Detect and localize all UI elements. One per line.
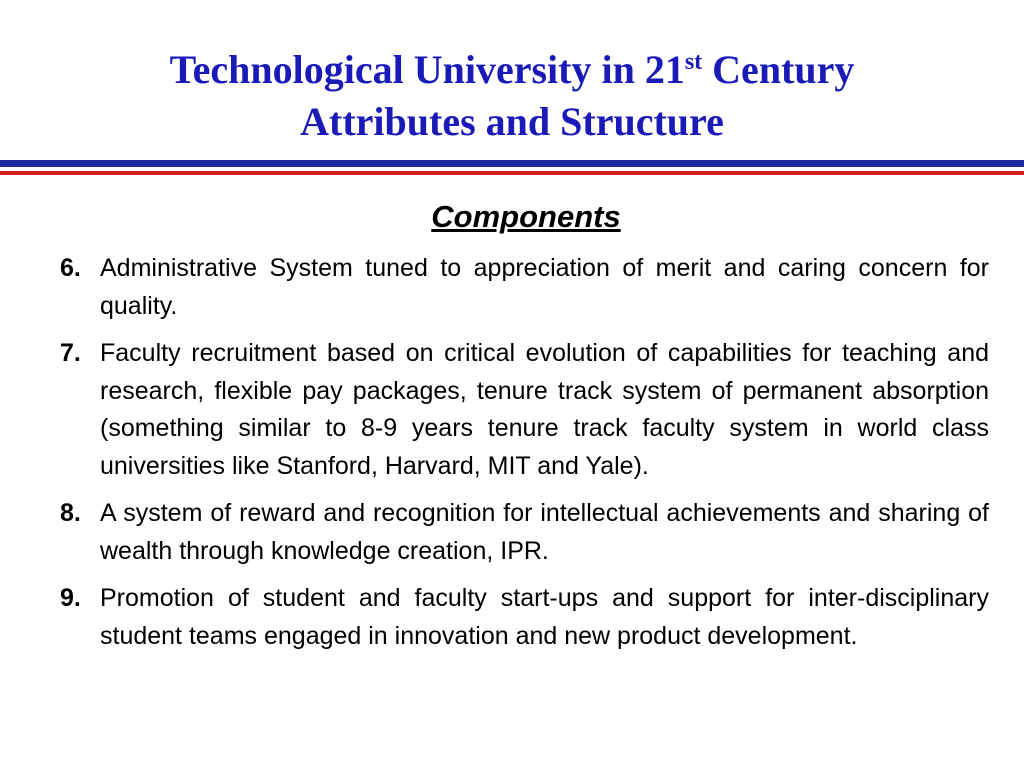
item-text: A system of reward and recognition for intellectual achievements and sharing of wealth through knowledge creation, IPR.	[100, 499, 989, 565]
divider-blue	[0, 160, 1024, 167]
list-item	[60, 335, 989, 485]
item-text: Promotion of student and faculty start-ups and support for inter-disciplinary student teams engaged in innovation and new product development.	[100, 584, 989, 650]
divider-red	[0, 171, 1024, 175]
slide-title	[0, 44, 1024, 148]
list-item	[60, 250, 989, 325]
component-list	[60, 250, 989, 665]
title-superscript: st	[684, 49, 703, 75]
list-item	[60, 580, 989, 655]
item-text: Administrative System tuned to appreciation of merit and caring concern for quality.	[100, 254, 989, 320]
title-line-1	[0, 44, 1024, 96]
section-heading: Components	[431, 199, 621, 234]
title-line-1-prefix: Technological University in 21	[169, 47, 685, 92]
title-line-1-suffix: Century	[702, 47, 855, 92]
item-text: Faculty recruitment based on critical evolution of capabilities for teaching and research, flexible pay packages, tenure track system of permanent absorption (something similar to 8-9 years tenure track faculty system in world class universities like Stanford, Harvard, MIT and Yale).	[100, 339, 989, 480]
item-number: 9.	[60, 584, 81, 612]
title-line-2: Attributes and Structure	[300, 99, 724, 144]
list-item	[60, 495, 989, 570]
item-number: 7.	[60, 339, 81, 367]
item-number: 8.	[60, 499, 81, 527]
item-number: 6.	[60, 254, 81, 282]
